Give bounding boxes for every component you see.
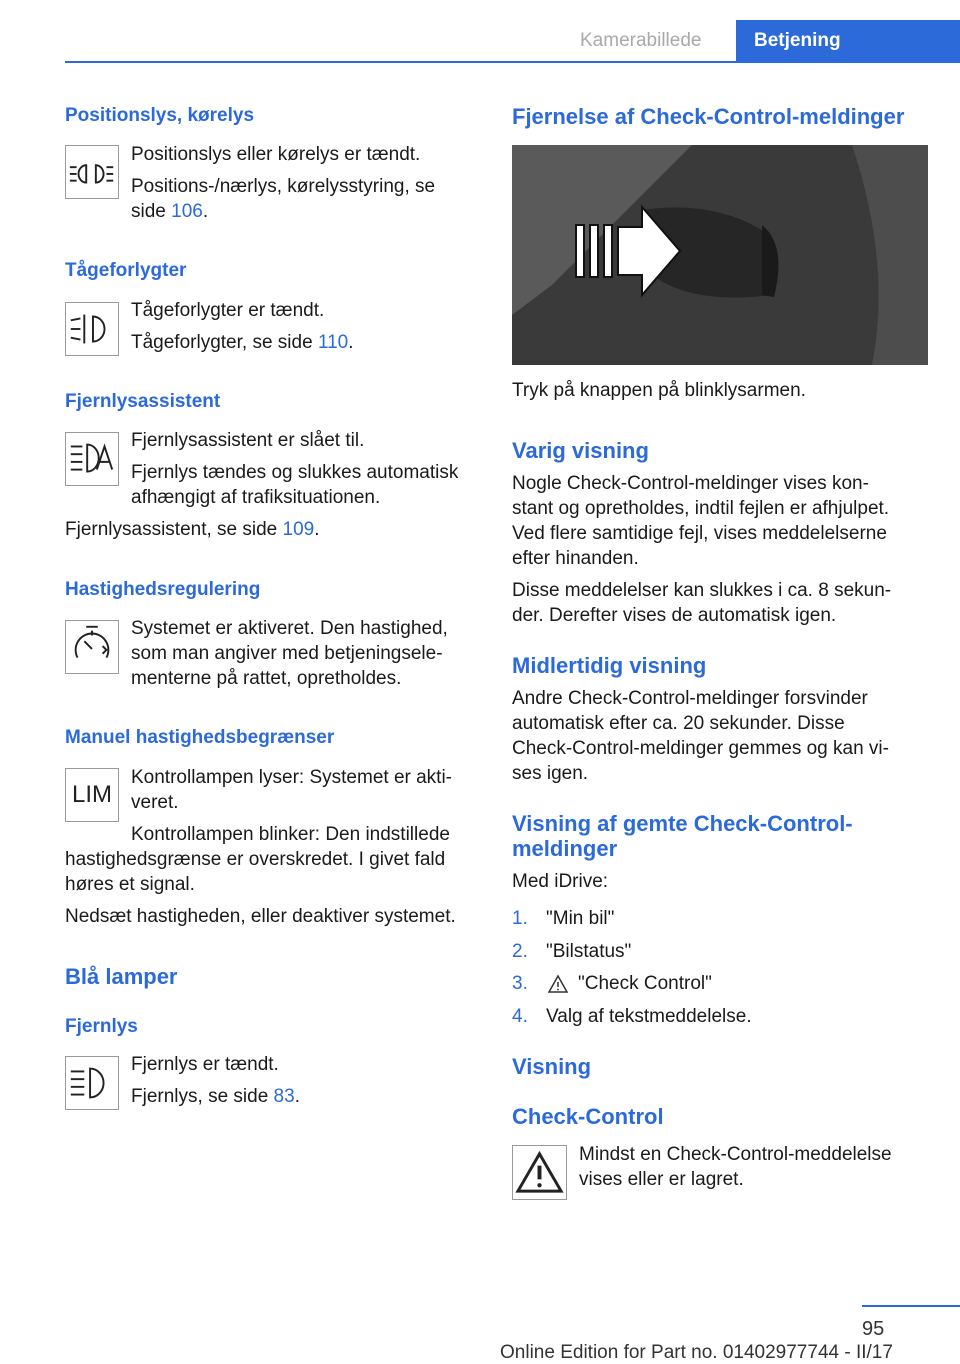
footer-rule xyxy=(862,1305,960,1307)
cc-text-2: vises eller er lagret. xyxy=(579,1169,744,1190)
fog-light-icon xyxy=(65,302,119,356)
hastighed-text-2: som man angiver med betjeningsele- xyxy=(131,643,443,664)
list-item-number: 2. xyxy=(512,941,528,962)
begraenser-text-4: hastighedsgrænse er overskredet. I givet fald xyxy=(65,849,446,870)
warning-triangle-small-icon xyxy=(548,974,568,994)
heading-gemte-2: meldinger xyxy=(512,836,618,861)
turn-signal-lever-photo xyxy=(512,145,928,365)
page-link-110[interactable]: 110 xyxy=(317,332,349,353)
begraenser-text-3: Kontrollampen blinker: Den indstillede xyxy=(131,824,450,845)
hastighed-text-1: Systemet er aktiveret. Den hastighed, xyxy=(131,618,448,639)
list-item: "Check Control" xyxy=(578,973,712,994)
heading-gemte-1: Visning af gemte Check-Control- xyxy=(512,811,853,836)
cc-text-1: Mindst en Check-Control-meddelelse xyxy=(579,1144,892,1165)
begraenser-text-1: Kontrollampen lyser: Systemet er akti- xyxy=(131,767,453,788)
page-link-109[interactable]: 109 xyxy=(282,519,315,540)
header-rule xyxy=(65,61,960,63)
fjernassist-text-4: Fjernlysassistent, se side 109. xyxy=(65,519,320,540)
midl-text-2: automatisk efter ca. 20 sekunder. Disse xyxy=(512,713,845,734)
positionslys-text-1: Positionslys eller kørelys er tændt. xyxy=(131,144,421,165)
high-beam-assistant-icon xyxy=(65,432,119,486)
positionslys-text-3: side 106. xyxy=(131,201,209,222)
heading-taageforlygter: Tågeforlygter xyxy=(65,260,187,281)
heading-midlertidig-visning: Midlertidig visning xyxy=(512,653,707,678)
list-item-number: 3. xyxy=(512,973,528,994)
heading-varig-visning: Varig visning xyxy=(512,438,649,463)
list-item: "Min bil" xyxy=(546,908,615,929)
check-control-warning-icon xyxy=(512,1145,567,1200)
speed-limiter-icon: LIM xyxy=(65,768,119,822)
heading-visning: Visning xyxy=(512,1054,592,1079)
header-tab-betjening[interactable]: Betjening xyxy=(736,20,960,63)
varig-text-5: Disse meddelelser kan slukkes i ca. 8 sekun- xyxy=(512,580,892,601)
positionslys-text-2: Positions-/nærlys, kørelysstyring, se xyxy=(131,176,436,197)
heading-fjernlys: Fjernlys xyxy=(65,1016,138,1037)
taage-text-1: Tågeforlygter er tændt. xyxy=(131,300,325,321)
varig-text-2: stant og opretholdes, indtil fejlen er afhjulpet. xyxy=(512,498,890,519)
heading-fjernelse-check-control: Fjernelse af Check-Control-meldinger xyxy=(512,104,905,129)
heading-check-control: Check-Control xyxy=(512,1104,664,1129)
fjernassist-text-2: Fjernlys tændes og slukkes automatisk xyxy=(131,462,459,483)
page-number: 95 xyxy=(862,1318,885,1340)
fjernassist-text-1: Fjernlysassistent er slået til. xyxy=(131,430,365,451)
varig-text-1: Nogle Check-Control-meldinger vises kon- xyxy=(512,473,869,494)
page-link-83[interactable]: 83 xyxy=(273,1086,295,1107)
heading-hastighedsbegraenser: Manuel hastighedsbegrænser xyxy=(65,727,335,748)
varig-text-6: der. Derefter vises de automatisk igen. xyxy=(512,605,837,626)
gemte-intro: Med iDrive: xyxy=(512,871,609,892)
high-beam-icon xyxy=(65,1056,119,1110)
footer-edition: Online Edition for Part no. 01402977744 - II/17 xyxy=(500,1342,893,1363)
midl-text-3: Check-Control-meldinger gemmes og kan vi- xyxy=(512,738,889,759)
midl-text-1: Andre Check-Control-meldinger forsvinder xyxy=(512,688,868,709)
taage-text-2: Tågeforlygter, se side 110. xyxy=(131,332,354,353)
begraenser-text-6: Nedsæt hastigheden, eller deaktiver systemet. xyxy=(65,906,456,927)
heading-hastighedsregulering: Hastighedsregulering xyxy=(65,579,261,600)
begraenser-text-2: veret. xyxy=(131,792,179,813)
page-link-106[interactable]: 106 xyxy=(171,201,203,222)
header-tab-kamerabillede[interactable]: Kamerabillede xyxy=(580,30,702,51)
photo-caption: Tryk på knappen på blinklysarmen. xyxy=(512,380,806,401)
varig-text-3: Ved flere samtidige fejl, vises meddelelserne xyxy=(512,523,887,544)
list-item-number: 1. xyxy=(512,908,528,929)
parking-lights-icon xyxy=(65,145,119,199)
fjernassist-text-3: afhængigt af trafiksituationen. xyxy=(131,487,381,508)
cruise-control-icon xyxy=(65,620,119,674)
list-item: "Bilstatus" xyxy=(546,941,632,962)
heading-blaa-lamper: Blå lamper xyxy=(65,964,178,989)
varig-text-4: efter hinanden. xyxy=(512,548,639,569)
fjernlys-text-1: Fjernlys er tændt. xyxy=(131,1054,279,1075)
heading-fjernlysassistent: Fjernlysassistent xyxy=(65,391,221,412)
hastighed-text-3: menterne på rattet, opretholdes. xyxy=(131,668,402,689)
heading-positionslys: Positionslys, kørelys xyxy=(65,105,255,126)
fjernlys-text-2: Fjernlys, se side 83. xyxy=(131,1086,300,1107)
list-item: Valg af tekstmeddelelse. xyxy=(546,1006,752,1027)
list-item-number: 4. xyxy=(512,1006,528,1027)
midl-text-4: ses igen. xyxy=(512,763,589,784)
begraenser-text-5: høres et signal. xyxy=(65,874,195,895)
